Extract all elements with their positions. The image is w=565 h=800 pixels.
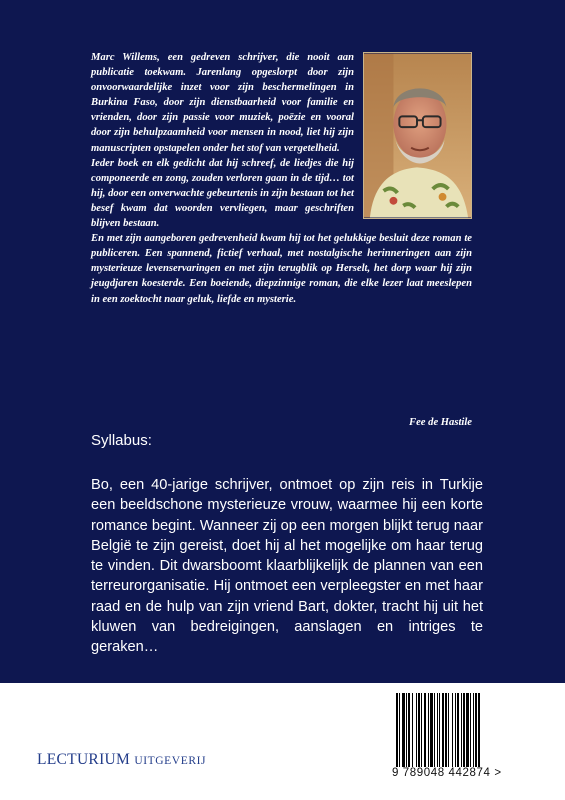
barcode-bar xyxy=(428,693,429,773)
barcode-bar xyxy=(416,693,417,773)
barcode-bar xyxy=(437,693,438,773)
barcode-bar xyxy=(466,693,469,773)
publisher-logo xyxy=(37,751,206,769)
barcode-bar xyxy=(442,693,444,773)
barcode-bar xyxy=(399,693,400,773)
barcode-bar xyxy=(406,693,407,773)
syllabus-text: Bo, een 40-jarige schrijver, ontmoet op zijn reis in Turkije een beeldschone mysterieuze vrouw, waarmee hij een korte romance begint. Wanneer zij op een morgen blijkt terug naar België te zijn gereist, doet hij al het mogelijke om haar terug te vinden. Dit dwarsboomt klaarblijkelijk de plannen van een terreurorganisatie. Hij ontmoet een verpleegster en met haar raad en de hulp van zijn vriend Bart, dokter, tracht hij uit het kluwen van bedreigingen, aanslagen en intriges te geraken… xyxy=(91,477,483,656)
barcode-bar xyxy=(402,693,405,773)
author-photo xyxy=(363,52,472,219)
barcode-bar xyxy=(475,693,477,773)
barcode-bar xyxy=(430,693,433,773)
barcode-bar xyxy=(470,693,471,773)
barcode-bar xyxy=(455,693,456,773)
syllabus-heading: Syllabus: xyxy=(91,432,152,449)
publisher-suffix: UITGEVERIJ xyxy=(134,755,207,767)
barcode-bar xyxy=(461,693,462,773)
barcode-bar xyxy=(418,693,420,773)
barcode-bar xyxy=(478,693,480,773)
barcode-bar xyxy=(448,693,449,773)
bio-paragraph: Marc Willems, een gedreven schrijver, die nooit aan publicatie toekwam. Jarenlang opgeslorpt door zijn onvoorwaardelijke inzet voor zijn beschermelingen in Burkina Faso, door zijn dienstbaarheid voor familie en vrienden, door zijn passie voor muziek, poëzie en vooral door zijn behulpzaamheid voor mensen in nood, liet hij zijn manuscripten opstapelen onder het stof van vergetelheid. xyxy=(91,52,354,154)
barcode-bar xyxy=(421,693,422,773)
publisher-name: LECTURIUM xyxy=(37,751,131,768)
bio-paragraph: En met zijn aangeboren gedrevenheid kwam hij tot het gelukkige besluit deze roman te publiceren. Een spannend, fictief verhaal, met nostalgische herinneringen aan zijn mysterieuze levenservaringen en met zijn terugblik op Herselt, het dorp waar hij zijn jeugdjaren koesterde. Een boeiende, diepzinnige roman, die elke lezer laat meeslepen in een zoektocht naar geluk, liefde en mysterie. xyxy=(91,233,472,305)
bio-paragraph: Ieder boek en elk gedicht dat hij schreef, de liedjes die hij componeerde en zong, zouden verloren gaan in de tijd… tot hij, door een onverwachte gebeurtenis in zijn bestaan tot het besef kwam dat woorden vervliegen, maar geschriften blijven bestaan. xyxy=(91,157,354,230)
barcode-bar xyxy=(445,693,447,773)
barcode-bar xyxy=(434,693,435,773)
isbn-number: 9 789048 442874 > xyxy=(392,767,516,779)
barcode-bar xyxy=(412,693,413,773)
author-bio xyxy=(91,50,472,307)
barcode-bar xyxy=(439,693,440,773)
barcode-bar xyxy=(408,693,410,773)
barcode-bar xyxy=(424,693,426,773)
barcode-bar xyxy=(457,693,459,773)
barcode-bar xyxy=(473,693,474,773)
bio-signature: Fee de Hastile xyxy=(409,417,472,428)
barcode-bar xyxy=(463,693,465,773)
barcode-bar xyxy=(452,693,453,773)
barcode-bar xyxy=(396,693,398,773)
